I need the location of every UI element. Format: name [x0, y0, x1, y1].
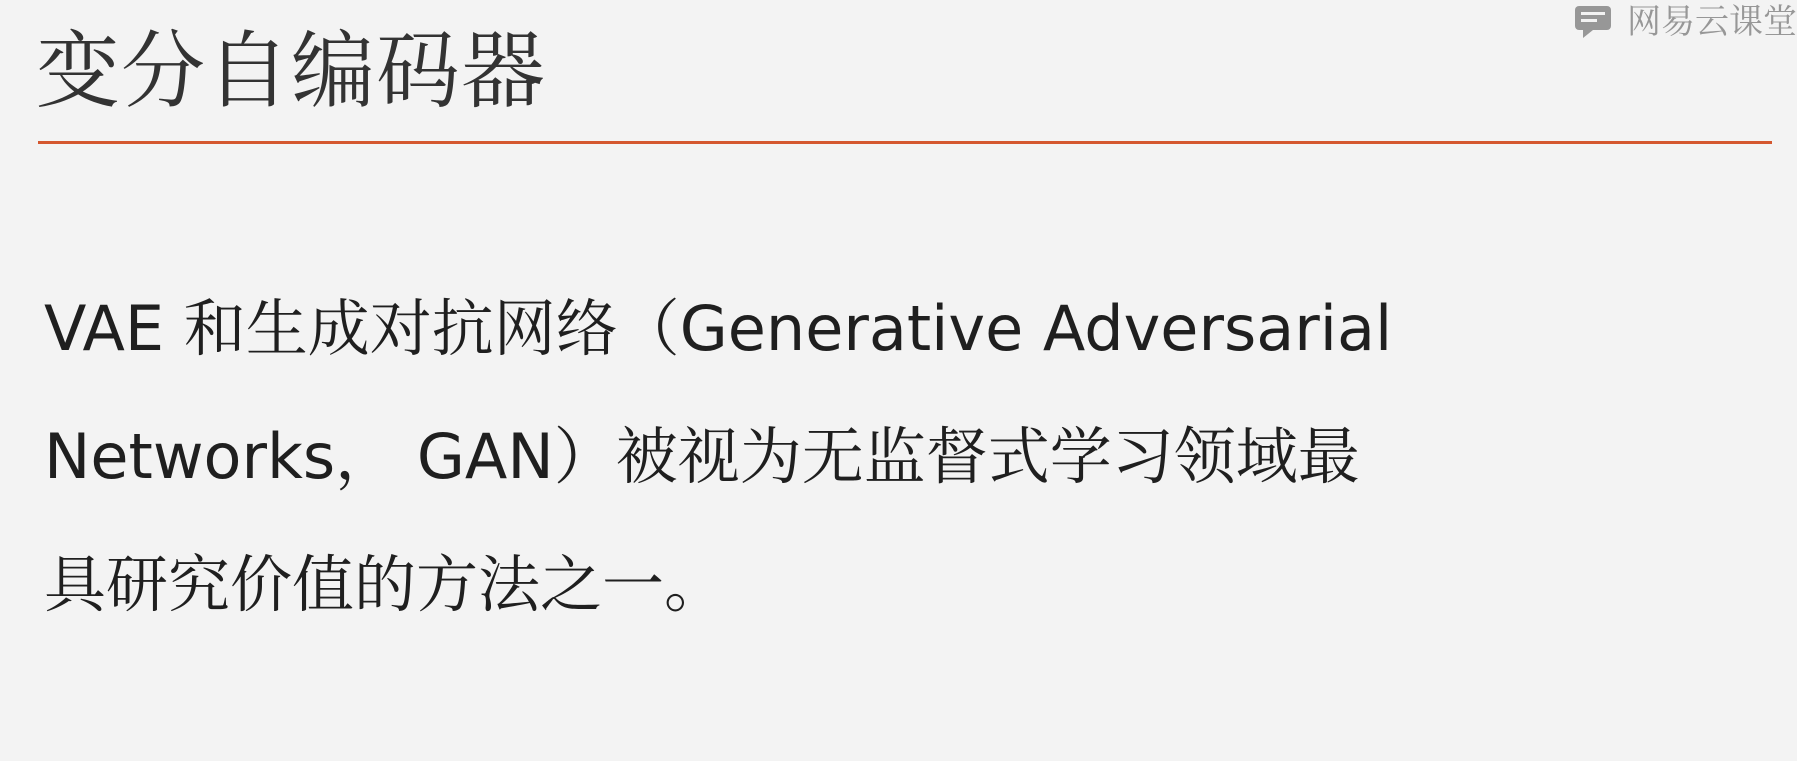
chat-bubble-icon [1573, 4, 1617, 40]
watermark [1573, 2, 1797, 42]
body-line: VAE 和生成对抗网络（Generative Adversarial [44, 292, 1393, 365]
body-line: Networks， GAN）被视为无监督式学习领域最 [44, 420, 1360, 493]
title-divider [38, 141, 1772, 144]
body-line: 具研究价值的方法之一。 [44, 548, 727, 621]
body-paragraph [44, 265, 1704, 649]
watermark-text: 网易云课堂 [1627, 2, 1797, 42]
slide-title: 变分自编码器 [36, 22, 547, 120]
